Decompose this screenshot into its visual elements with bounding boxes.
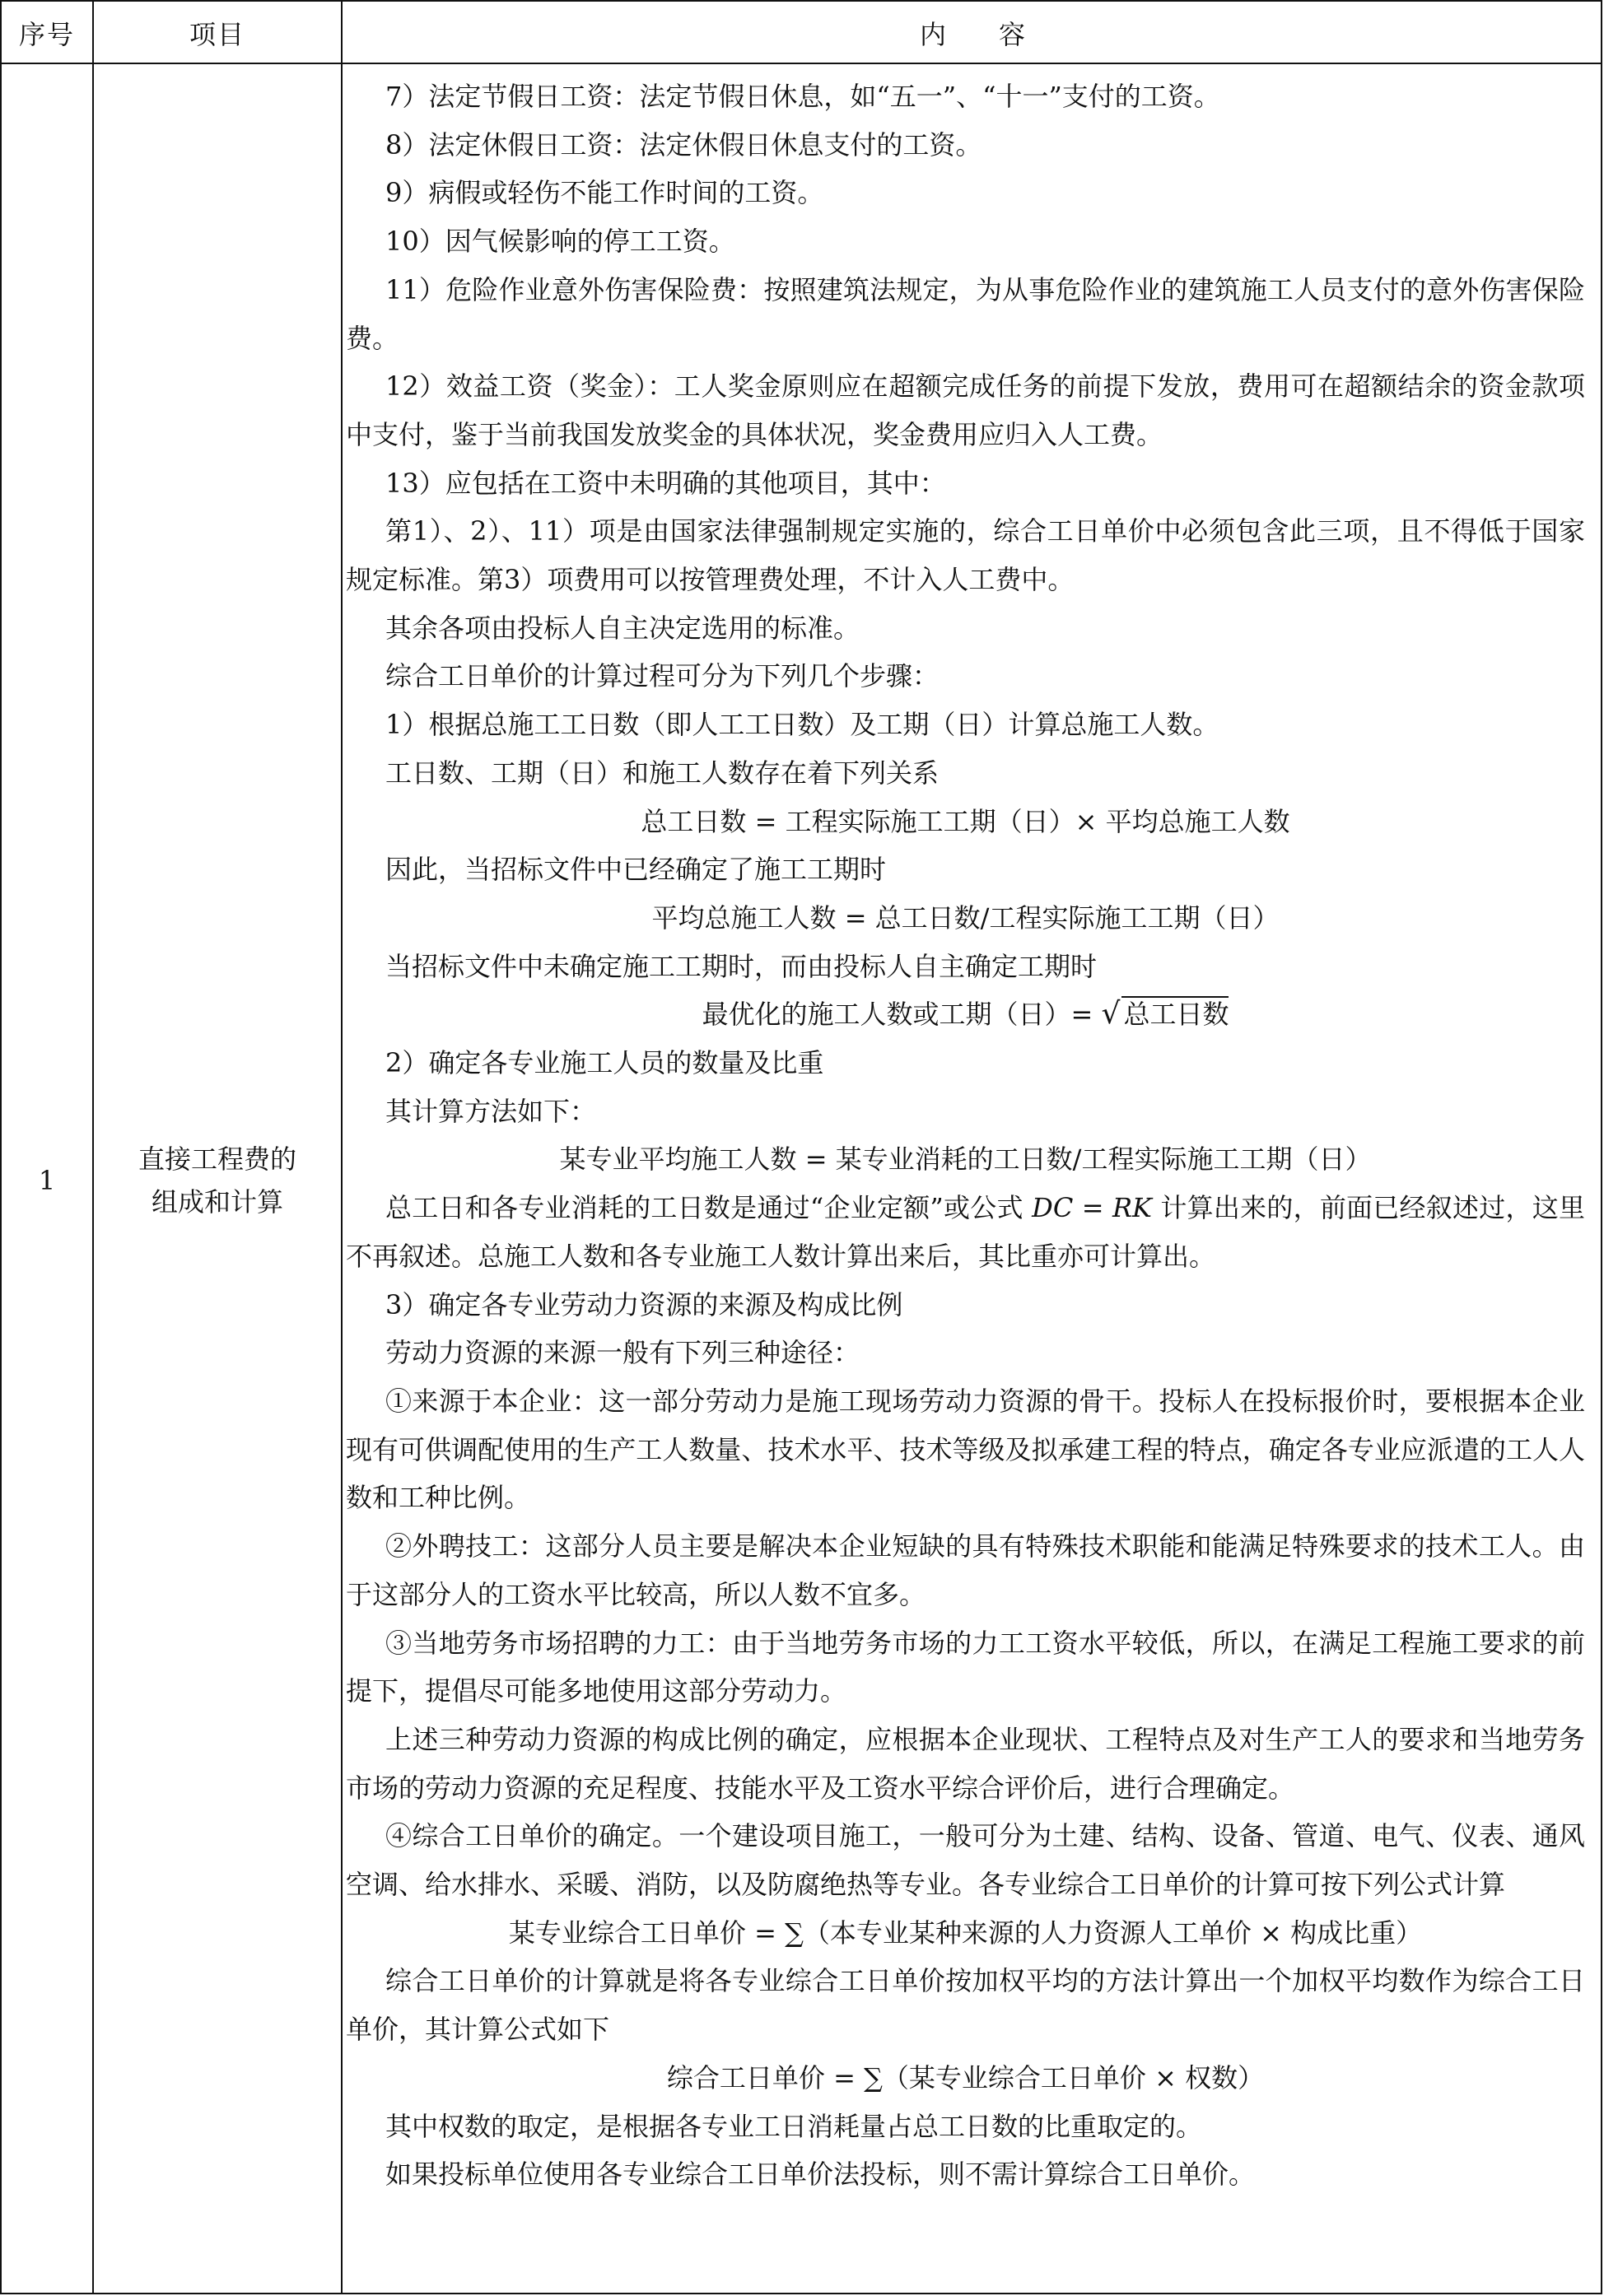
header-content	[343, 2, 1602, 63]
formula-total-workdays: 总工日数 = 工程实际施工工期（日）× 平均总施工人数	[641, 805, 1290, 837]
header-item: 项目	[189, 18, 245, 50]
paragraph-step-1: 1）根据总施工工日数（即人工工日数）及工期（日）计算总施工人数。	[385, 709, 1219, 741]
formula-specialty-unit-price: 某专业综合工日单价 = ∑（本专业某种来源的人力资源人工单价 × 构成比重）	[508, 1916, 1423, 1949]
paragraph-weighted-average: 综合工日单价的计算就是将各专业综合工日单价按加权平均的方法计算出一个加权平均数作为综合工日单价，其计算公式如下	[346, 1965, 1585, 2046]
row-item	[94, 64, 341, 2296]
paragraph-11: 11）危险作业意外伤害保险费：按照建筑法规定，为从事危险作业的建筑施工人员支付的意外伤害保险费。	[346, 273, 1585, 354]
formula-specialty-workers: 某专业平均施工人数 = 某专业消耗的工日数/工程实际施工工期（日）	[559, 1143, 1372, 1176]
paragraph-step-3: 3）确定各专业劳动力资源的来源及构成比例	[385, 1288, 903, 1320]
paragraph-10: 10）因气候影响的停工工资。	[385, 226, 735, 258]
paragraph-ratio: 上述三种劳动力资源的构成比例的确定，应根据本企业现状、工程特点及对生产工人的要求和当地劳务市场的劳动力资源的充足程度、技能水平及工资水平综合评价后，进行合理确定。	[346, 1723, 1585, 1804]
formula-average-workers: 平均总施工人数 = 总工日数/工程实际施工工期（日）	[651, 901, 1280, 934]
header-index: 序号	[18, 18, 75, 50]
formula-optimal	[346, 990, 1585, 1039]
paragraph-period-unfixed: 当招标文件中未确定施工工期时，而由投标人自主确定工期时	[385, 950, 1098, 982]
paragraph-steps-intro: 综合工日单价的计算过程可分为下列几个步骤：	[385, 660, 940, 692]
paragraph-period-fixed: 因此，当招标文件中已经确定了施工工期时	[385, 854, 887, 886]
paragraph-mandatory-items: 第1）、2）、11）项是由国家法律强制规定实施的，综合工日单价中必须包含此三项，且不得低于国家规定标准。第3）项费用可以按管理费处理，不计入人工费中。	[346, 515, 1585, 596]
paragraph-sources-intro: 劳动力资源的来源一般有下列三种途径：	[385, 1337, 860, 1369]
paragraph-source-2: ②外聘技工：这部分人员主要是解决本企业短缺的具有特殊技术职能和能满足特殊要求的技术工人。由于这部分人的工资水平比较高，所以人数不宜多。	[346, 1530, 1585, 1610]
paragraph-workdays-source	[346, 1184, 1585, 1280]
paragraph-workdays-source-b: 计算出来的，前面已经叙述过，这里不再叙述。总施工人数和各专业施工人数计算出来后，其比重亦可计算出。	[346, 1192, 1585, 1272]
paragraph-method: 其计算方法如下：	[385, 1095, 597, 1127]
formula-optimal-radicand: 总工日数	[1121, 996, 1229, 1031]
paragraph-8: 8）法定休假日工资：法定休假日休息支付的工资。	[385, 128, 982, 161]
header-content-char-1: 内	[919, 18, 946, 50]
formula-dc-rk: DC = RK	[1032, 1192, 1152, 1224]
content-body	[346, 72, 1585, 2199]
column-divider-2	[341, 2, 343, 2293]
formula-unit-price: 综合工日单价 = ∑（某专业综合工日单价 × 权数）	[666, 2061, 1265, 2093]
paragraph-9: 9）病假或轻伤不能工作时间的工资。	[385, 177, 824, 209]
row-index: 1	[38, 1164, 56, 1196]
paragraph-step-4: ④综合工日单价的确定。一个建设项目施工，一般可分为土建、结构、设备、管道、电气、仪表、通风空调、给水排水、采暖、消防，以及防腐绝热等专业。各专业综合工日单价的计算可按下列公式计算	[346, 1820, 1585, 1901]
header-content-char-2: 容	[999, 18, 1026, 50]
paragraph-weights: 其中权数的取定，是根据各专业工日消耗量占总工日数的比重取定的。	[385, 2110, 1203, 2142]
paragraph-relation: 工日数、工期（日）和施工人数存在着下列关系	[385, 757, 940, 789]
row-item-line-1: 直接工程费的	[138, 1143, 296, 1175]
paragraph-source-1: ①来源于本企业：这一部分劳动力是施工现场劳动力资源的骨干。投标人在投标报价时，要根据本企业现有可供调配使用的生产工人数量、技术水平、技术等级及拟承建工程的特点，确定各专业应派遣的工人人数和工种比例。	[346, 1385, 1585, 1514]
paragraph-other-items: 其余各项由投标人自主决定选用的标准。	[385, 612, 860, 644]
paragraph-source-3: ③当地劳务市场招聘的力工：由于当地劳务市场的力工工资水平较低，所以，在满足工程施工要求的前提下，提倡尽可能多地使用这部分劳动力。	[346, 1627, 1585, 1707]
paragraph-step-2: 2）确定各专业施工人员的数量及比重	[385, 1047, 824, 1079]
paragraph-no-calc: 如果投标单位使用各专业综合工日单价法投标，则不需计算综合工日单价。	[385, 2159, 1256, 2191]
paragraph-12: 12）效益工资（奖金）：工人奖金原则应在超额完成任务的前提下发放，费用可在超额结余的资金款项中支付，鉴于当前我国发放奖金的具体状况，奖金费用应归入人工费。	[346, 370, 1585, 450]
paragraph-7: 7）法定节假日工资：法定节假日休息，如“五一”、“十一”支付的工资。	[385, 81, 1220, 112]
paragraph-13: 13）应包括在工资中未明确的其他项目，其中：	[385, 467, 946, 499]
row-item-line-2: 组成和计算	[151, 1185, 283, 1218]
formula-optimal-left: 最优化的施工人数或工期（日）=	[702, 999, 1093, 1031]
paragraph-workdays-source-a: 总工日和各专业消耗的工日数是通过“企业定额”或公式	[385, 1192, 1033, 1224]
sqrt-icon: √	[1101, 997, 1121, 1032]
